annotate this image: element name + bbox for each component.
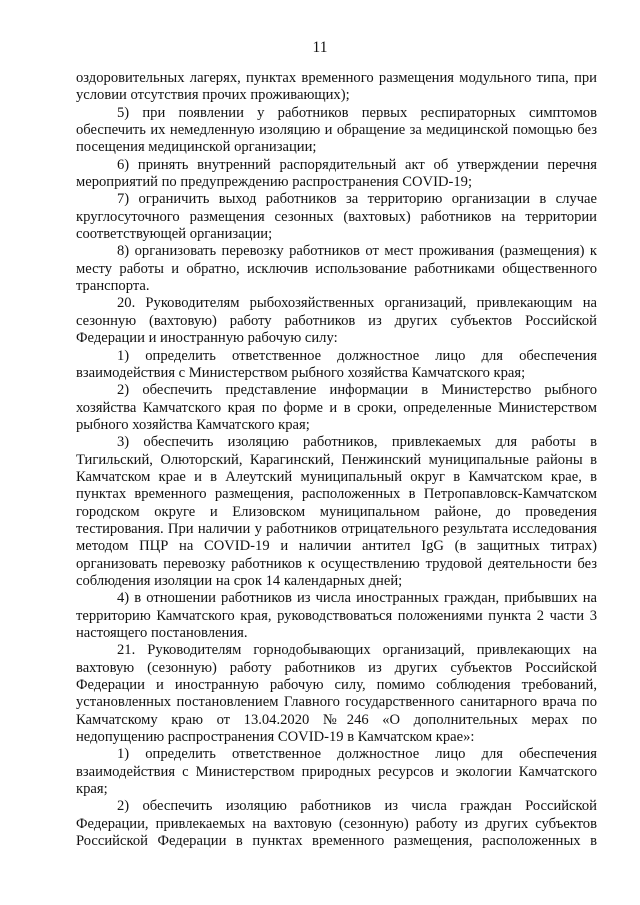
paragraph-section-21: 21. Руководителям горнодобывающих организаций, привлекающих на вахтовую (сезонную) работу работников из других субъектов Российской Федерации и иностранную рабочую силу, помимо соблюдения требований, установленных постановлением Главного государственного санитарного врача по Камчатскому краю от 13.04.2020 №246 «О дополнительных мерах по недопущению распространения COVID-19 в Камчатском крае»: [76, 642, 597, 746]
paragraph-item-6: 6) принять внутренний распорядительный акт об утверждении перечня мероприятий по предупреждению распространения COVID-19; [76, 156, 597, 191]
document-body [76, 70, 597, 850]
page-number: 11 [312, 39, 328, 56]
paragraph-21-item-2: 2) обеспечить изоляцию работников из числа граждан Российской Федерации, привлекаемых на вахтовую (сезонную) работу из других субъектов Российской Федерации в пунктах временного размещения, расположенных в [76, 798, 597, 850]
paragraph-20-item-1: 1) определить ответственное должностное лицо для обеспечения взаимодействия с Министерством рыбного хозяйства Камчатского края; [76, 347, 597, 381]
paragraph-section-20: 20. Руководителям рыбохозяйственных организаций, привлекающим на сезонную (вахтовую) работу работников из других субъектов Российской Федерации и иностранную рабочую силу: [76, 295, 597, 347]
paragraph-item-8: 8) организовать перевозку работников от мест проживания (размещения) к месту работы и обратно, исключив использование работниками общественного транспорта. [76, 243, 597, 295]
paragraph-item-7: 7) ограничить выход работников за территорию организации в случае круглосуточного размещения сезонных (вахтовых) работников на территории соответствующей организации; [76, 191, 597, 243]
paragraph-item-5: 5) при появлении у работников первых респираторных симптомов обеспечить их немедленную изоляцию и обращение за медицинской помощью без посещения медицинской организации; [76, 104, 597, 156]
paragraph-20-item-4: 4) в отношении работников из числа иностранных граждан, прибывших на территорию Камчатского края, руководствоваться положениями пункта 2 части 3 настоящего постановления. [76, 590, 597, 641]
paragraph-continuation: оздоровительных лагерях, пунктах временного размещения модульного типа, при условии отсутствия прочих проживающих); [76, 70, 597, 104]
paragraph-20-item-2: 2) обеспечить представление информации в Министерство рыбного хозяйства Камчатского края по форме и в сроки, определенные Министерством рыбного хозяйства Камчатского края; [76, 382, 597, 433]
paragraph-21-item-1: 1) определить ответственное должностное лицо для обеспечения взаимодействия с Министерством природных ресурсов и экологии Камчатского края; [76, 746, 597, 798]
paragraph-20-item-3: 3) обеспечить изоляцию работников, привлекаемых для работы в Тигильский, Олюторский, Карагинский, Пенжинский муниципальные районы в Камчатском крае и в Алеутский муниципальный округ в Камчатском крае, в пунктах временного размещения, расположенных в Петропавловск-Камчатском городском округе и Елизовском муниципальном районе, до проведения тестирования. При наличии у работников отрицательного результата исследования методом ПЦР на COVID-19 и наличии антител IgG (в защитных титрах) организовать перевозку работников к осуществлению трудовой деятельности без соблюдения изоляции на срок 14 календарных дней; [76, 434, 597, 589]
